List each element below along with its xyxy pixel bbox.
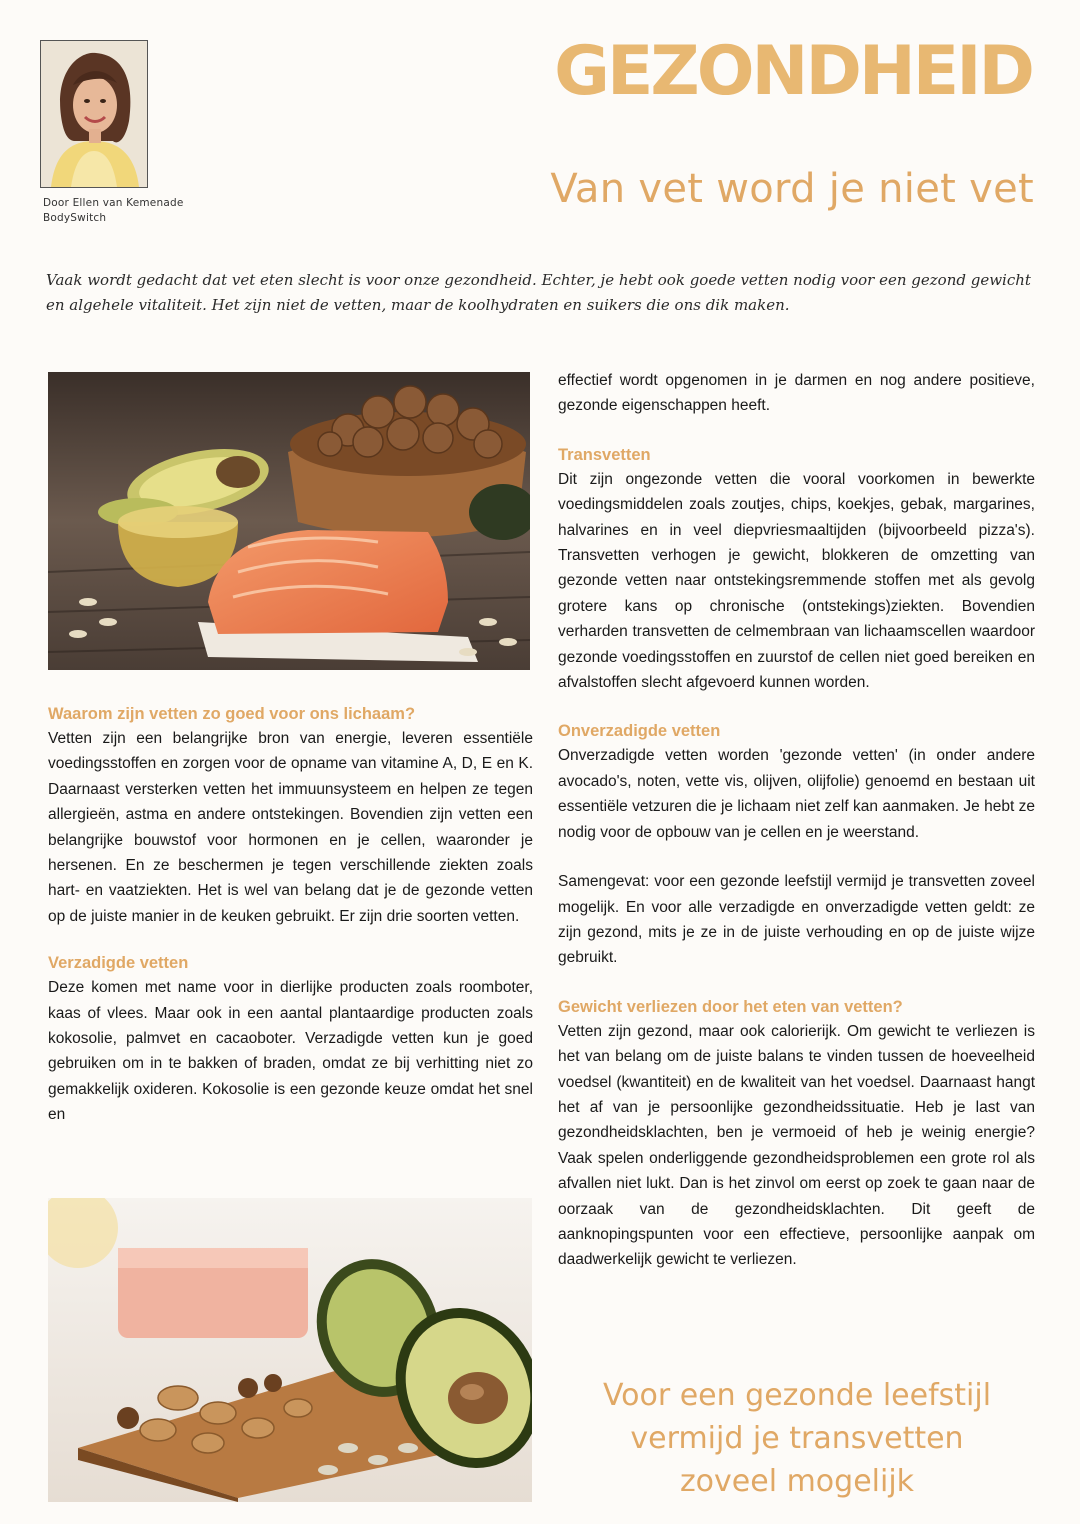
heading-unsaturated-fats: Onverzadigde vetten	[558, 722, 721, 741]
paragraph-weight-loss: Vetten zijn gezond, maar ook calorierijk. Om gewicht te verliezen is het van belang om de juiste balans te vinden tussen de hoeveelheid voedsel (kwantiteit) en de kwaliteit van het voedsel. Daarnaast hangt het af van je persoonlijke gezondheidssituatie. Heb je last van gezondheidsklachten, ben je vermoeid of heb je weinig energie? Vaak spelen onderliggende gezondheidsproblemen een grote rol als afvallen niet lukt. Dan is het zinvol om eerst op zoek te gaan naar de oorzaak van de gezondheidsklachten. Dit geeft de aanknopingspunten voor een effectieve, persoonlijke aanpak om daadwerkelijk gewicht te verliezen.	[558, 1022, 1035, 1269]
pull-quote-line: vermijd je transvetten	[630, 1421, 964, 1456]
heading-why-fats: Waarom zijn vetten zo goed voor ons lichaam?	[48, 705, 416, 723]
paragraph-unsaturated-fats: Onverzadigde vetten worden 'gezonde vetten' (in onder andere avocado's, noten, vette vis, olijven, olijfolie) genoemd en bestaan uit essentiële vetzuren die je lichaam niet zelf kan aanmaken. Je hebt ze nodig voor de opbouw van je cellen en je weerstand.	[558, 747, 1035, 841]
paragraph-saturated-fats: Deze komen met name voor in dierlijke producten zoals roomboter, kaas of vlees. Maar ook in een aantal plantaardige producten zoals kokosolie, palmvet en cacaoboter. Verzadigde vetten kun je goed gebruiken om in te bakken of braden, omdat ze bij verhitting niet zo gemakkelijk oxideren. Kokosolie is een gezonde keuze omdat het snel en	[48, 979, 533, 1124]
heading-saturated-fats: Verzadigde vetten	[48, 954, 189, 973]
paragraph-why-fats: Vetten zijn een belangrijke bron van energie, leveren essentiële voedingsstoffen en zorgen voor de opname van vitamine A, D, E en K. Daarnaast versterken vetten het immuunsysteem en helpen ze tegen allergieën, astma en andere ontstekingen. Bovendien zijn vetten een belangrijke bouwstof voor hormonen en je cellen, waaronder je hersenen. En ze beschermen je tegen verschillende ziekten zoals hart- en vaatziekten. Het is wel van belang dat je de gezonde vetten op de juiste manier in de keuken gebruikt. Er zijn drie soorten vetten.	[48, 730, 533, 925]
heading-trans-fats: Transvetten	[558, 445, 651, 464]
paragraph-summary: Samengevat: voor een gezonde leefstijl vermijd je transvetten zoveel mogelijk. En voor alle verzadigde en onverzadigde vetten geldt: ze zijn gezond, mits je ze in de juiste verhouding en op de juiste wijze gebruikt.	[558, 873, 1035, 967]
paragraph-continued: effectief wordt opgenomen in je darmen en nog andere positieve, gezonde eigenschappen heeft.	[558, 372, 1035, 415]
avocado-nuts-photo	[48, 1198, 532, 1502]
right-column	[558, 368, 1035, 1273]
author-name: Door Ellen van Kemenade	[43, 197, 184, 209]
article-headline: Van vet word je niet vet	[550, 166, 1034, 212]
left-column	[48, 702, 533, 1128]
article-intro: Vaak wordt gedacht dat vet eten slecht is voor onze gezondheid. Echter, je hebt ook goede vetten nodig voor een gezond gewicht en algehele vitaliteit. Het zijn niet de vetten, maar de koolhydraten en suikers die ons dik maken.	[46, 271, 1031, 314]
author-byline	[43, 196, 183, 226]
healthy-fats-photo	[48, 372, 530, 670]
pull-quote-line: zoveel mogelijk	[679, 1464, 915, 1499]
pull-quote-line: Voor een gezonde leefstijl	[602, 1378, 992, 1413]
author-company: BodySwitch	[43, 212, 107, 224]
paragraph-trans-fats: Dit zijn ongezonde vetten die vooral voorkomen in bewerkte voedingsmiddelen zoals zoutjes, chips, koekjes, gebak, margarines, halvarines en in veel diepvriesmaaltijden (bijvoorbeeld pizza's). Transvetten verhogen je gewicht, blokkeren de omzetting van gezonde vetten naar ontstekingsremmende stoffen met als gevolg grotere kans op chronische (ontstekings)ziekten. Bovendien verharden transvetten de celmembraan van lichaamscellen waardoor gezonde voedingsstoffen en zuurstof de cellen niet goed bereiken en afvalstoffen slecht afgevoerd kunnen worden.	[558, 470, 1035, 692]
pull-quote	[574, 1374, 1020, 1503]
section-title: GEZONDHEID	[554, 32, 1032, 111]
heading-weight-loss: Gewicht verliezen door het eten van vetten?	[558, 997, 903, 1016]
author-portrait	[40, 40, 148, 188]
